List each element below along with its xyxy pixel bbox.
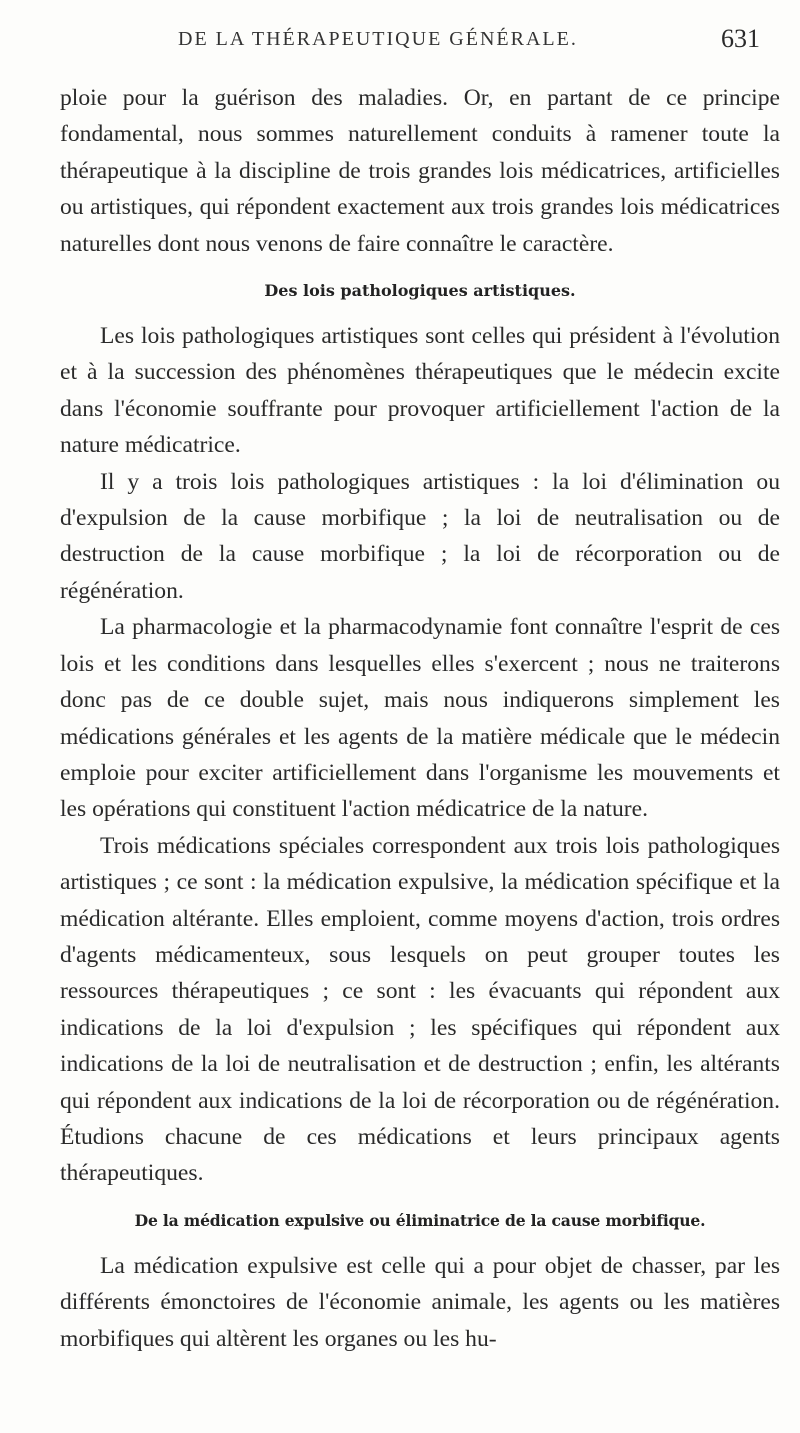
running-header: [178, 18, 760, 60]
paragraph-three-laws: Il y a trois lois pathologiques artistiques : la loi d'élimination ou d'expulsion de la cause morbifique ; la loi de neutralisation ou de destruction de la cause morbifique ; la loi de récorporation ou de régénération.: [60, 468, 780, 604]
running-title: DE LA THÉRAPEUTIQUE GÉNÉRALE.: [178, 28, 578, 50]
page-number: 631: [721, 24, 760, 53]
paragraph-expulsive-medication: La médication expulsive est celle qui a pour objet de chasser, par les différents émonctoires de l'économie animale, les agents ou les matières morbifiques qui altèrent les organes ou les hu-: [60, 1252, 780, 1352]
page-body: [60, 80, 780, 1357]
section-heading-artistic-laws: Des lois pathologiques artistiques.: [264, 281, 576, 301]
section-heading-expulsive-medication: De la médication expulsive ou éliminatrice de la cause morbifique.: [134, 1210, 706, 1230]
paragraph-continuation: ploie pour la guérison des maladies. Or, en partant de ce principe fondamental, nous sommes naturellement conduits à ramener toute la thérapeutique à la discipline de trois grandes lois médicatrices, artificielles ou artistiques, qui répondent exactement aux trois grandes lois médicatrices naturelles dont nous venons de faire connaître le caractère.: [60, 85, 780, 257]
paragraph-definition: Les lois pathologiques artistiques sont celles qui président à l'évolution et à la succession des phénomènes thérapeutiques que le médecin excite dans l'économie souffrante pour provoquer artificiellement l'action de la nature médicatrice.: [60, 323, 780, 459]
paragraph-three-medications: Trois médications spéciales correspondent aux trois lois pathologiques artistiques ; ce sont : la médication expulsive, la médication spécifique et la médication altérante. Elles emploient, comme moyens d'action, trois ordres d'agents médicamenteux, sous lesquels on peut grouper toutes les ressources thérapeutiques ; ce sont : les évacuants qui répondent aux indications de la loi d'expulsion ; les spécifiques qui répondent aux indications de la loi de neutralisation et de destruction ; enfin, les altérants qui répondent aux indications de la loi de récorporation ou de régénération. Étudions chacune de ces médications et leurs principaux agents thérapeutiques.: [60, 832, 780, 1187]
paragraph-pharmacology: La pharmacologie et la pharmacodynamie font connaître l'esprit de ces lois et les conditions dans lesquelles elles s'exercent ; nous ne traiterons donc pas de ce double sujet, mais nous indiquerons simplement les médications générales et les agents de la matière médicale que le médecin emploie pour exciter artificiellement dans l'organisme les mouvements et les opérations qui constituent l'action médicatrice de la nature.: [60, 614, 780, 823]
